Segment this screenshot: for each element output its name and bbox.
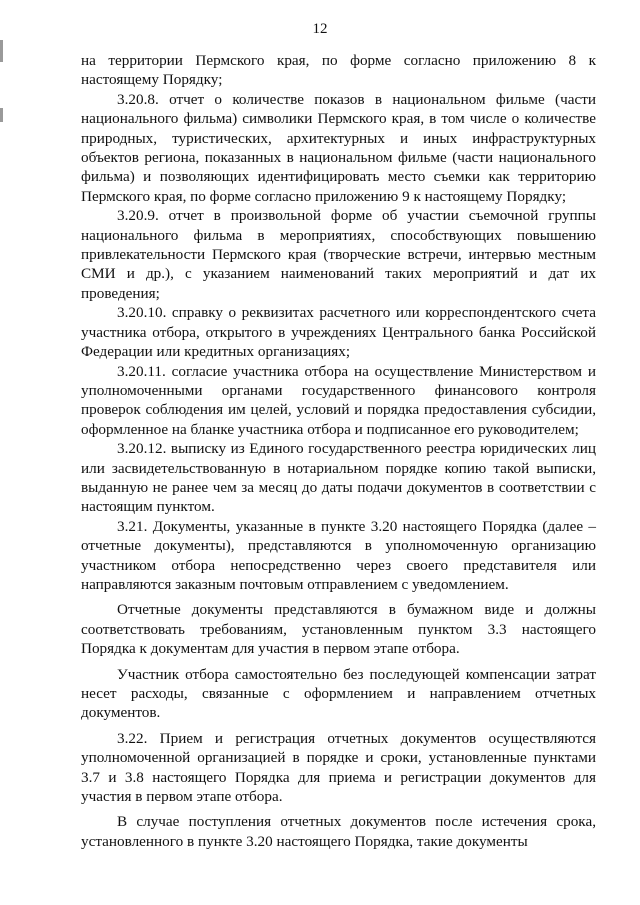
paragraph-late-submission: В случае поступления отчетных документов после истечения срока, установленного в пункте 3.20 настоящего Порядка, такие документы [81, 813, 596, 850]
document-body [81, 51, 596, 851]
paragraph-3-20-8: 3.20.8. отчет о количестве показов в национальном фильме (части национального фильма) символики Пермского края, в том числе о количестве природных, туристических, архитектурных и иных инфраструктурных объектов региона, показанных в национальном фильме (части национального фильма) и позволяющих идентифицировать место съемки как территорию Пермского края, по форме согласно приложению 9 к настоящему Порядку; [81, 90, 596, 205]
paragraph-3-20-9: 3.20.9. отчет в произвольной форме об участии съемочной группы национального фильма в мероприятиях, способствующих повышению привлекательности Пермского края (творческие встречи, интервью местным СМИ и др.), с указанием наименований таких мероприятий и дат их проведения; [81, 207, 596, 302]
paragraph-3-20-11: 3.20.11. согласие участника отбора на осуществление Министерством и уполномоченными органами государственного финансового контроля проверок соблюдения им целей, условий и порядка предоставления субсидии, оформленное на бланке участника отбора и подписанное его руководителем; [81, 362, 596, 438]
page-number: 12 [312, 21, 328, 37]
paragraph-3-20-10: 3.20.10. справку о реквизитах расчетного или корреспондентского счета участника отбора, открытого в учреждениях Центрального банка Российской Федерации или кредитных организациях; [81, 304, 596, 361]
scan-edge-mark [0, 108, 3, 122]
paragraph-continuation: на территории Пермского края, по форме согласно приложению 8 к настоящему Порядку; [81, 52, 596, 89]
paragraph-3-22: 3.22. Прием и регистрация отчетных документов осуществляются уполномоченной организацией в порядке и сроки, установленные пунктами 3.7 и 3.8 настоящего Порядка для приема и регистрации документов для участия в первом этапе отбора. [81, 729, 596, 806]
paragraph-report-format: Отчетные документы представляются в бумажном виде и должны соответствовать требованиям, установленным пунктом 3.3 настоящего Порядка к документам для участия в первом этапе отбора. [81, 601, 596, 658]
paragraph-3-21: 3.21. Документы, указанные в пункте 3.20 настоящего Порядка (далее – отчетные документы), представляются в уполномоченную организацию участником отбора непосредственно через своего представителя или направляются заказным почтовым отправлением с уведомлением. [81, 517, 596, 593]
scan-edge-mark [0, 40, 3, 62]
paragraph-3-20-12: 3.20.12. выписку из Единого государственного реестра юридических лиц или засвидетельствованную в нотариальном порядке копию такой выписки, выданную не ранее чем за месяц до даты подачи документов в соответствии с настоящим пунктом. [81, 440, 596, 516]
paragraph-expenses: Участник отбора самостоятельно без последующей компенсации затрат несет расходы, связанные с оформлением и направлением отчетных документов. [81, 665, 596, 722]
